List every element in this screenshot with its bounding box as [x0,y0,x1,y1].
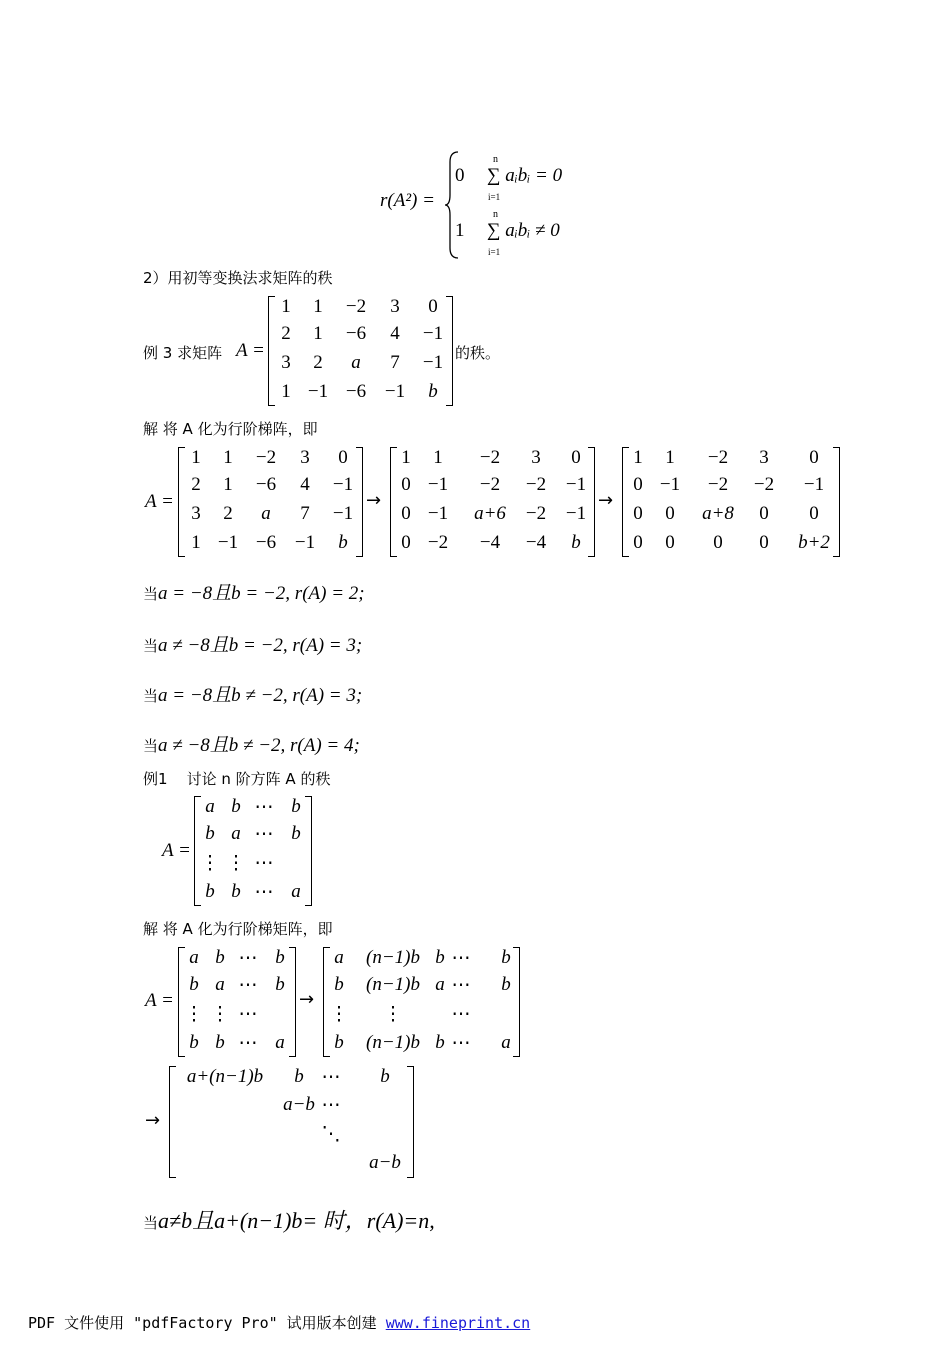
section-heading: 2）用初等变换法求矩阵的秩 [143,269,333,287]
matrix-cell: 3 [759,447,769,468]
matrix-cell: 3 [300,447,310,468]
matrix-cell: −1 [217,532,239,553]
matrix-cell: b [501,947,511,968]
matrix-cell: −1 [332,503,354,524]
matrix-cell: b [275,974,285,995]
reduction2-matrix-1 [178,947,296,1057]
matrix-cell: b [205,881,215,902]
matrix-cell: ⋯ [238,948,258,969]
matrix-cell: −1 [427,503,449,524]
matrix-cell: −1 [307,381,329,402]
matrix-cell: ⋯ [451,1004,471,1025]
footer-text: PDF 文件使用 "pdfFactory Pro" 试用版本创建 [28,1314,386,1332]
matrix-cell: b [428,381,438,402]
matrix-cell: −6 [345,381,367,402]
matrix-cell: ⋯ [451,975,471,996]
arrow-icon: → [299,989,315,1010]
solution-intro-2: 解 将 A 化为行阶梯矩阵，即 [143,920,333,938]
matrix-cell: −2 [479,474,501,495]
matrix-cell: ⋱ [321,1124,341,1145]
matrix-cell: 1 [401,447,411,468]
matrix-cell: ⋮ [200,853,220,874]
pdf-footer [28,1312,530,1333]
matrix-cell: ⋮ [329,1004,349,1025]
matrix-cell: −2 [345,296,367,317]
matrix-cell: a [231,823,241,844]
final-condition-line: 当a≠b且a+(n−1)b= 时，r(A)=n, [143,1208,435,1233]
matrix-cell: −1 [294,532,316,553]
matrix-cell: a+(n−1)b [186,1066,264,1087]
matrix-cell: b [435,1032,445,1053]
reduction1-matrix-2 [390,447,595,557]
matrix-cell: −4 [525,532,547,553]
matrix-cell: a [435,974,445,995]
matrix-cell: −1 [803,474,825,495]
matrix-cell: b [334,974,344,995]
matrix-cell: b [189,1032,199,1053]
matrix-cell: b [338,532,348,553]
matrix-cell: ⋮ [184,1004,204,1025]
matrix-cell: b [571,532,581,553]
solution-intro-1: 解 将 A 化为行阶梯阵，即 [143,420,318,438]
matrix-cell: b [435,947,445,968]
reduction2-A-eq: A = [145,990,174,1011]
matrix-cell: a+6 [474,503,506,524]
arrow-icon: → [145,1110,161,1131]
reduction1-A-eq: A = [145,491,174,512]
reduction2-matrix-3 [169,1066,414,1178]
matrix-cell: −1 [659,474,681,495]
matrix-cell: 0 [633,532,643,553]
matrix-cell: −2 [525,474,547,495]
matrix-cell: ⋯ [321,1095,341,1116]
example3-suffix: 的秩。 [455,344,501,362]
matrix-cell: 2 [191,474,201,495]
matrix-cell: a [215,974,225,995]
matrix-cell: −1 [427,474,449,495]
sum1-top: n [493,154,498,165]
matrix-cell: −1 [332,474,354,495]
matrix-cell: −6 [255,474,277,495]
matrix-cell: −1 [384,381,406,402]
arrow-icon: → [598,490,614,511]
matrix-cell: b [189,974,199,995]
matrix-cell: b [294,1066,304,1087]
sum1-bottom: i=1 [488,192,501,202]
matrix-cell: a [189,947,199,968]
matrix-cell: −2 [255,447,277,468]
matrix-cell: ⋮ [383,1004,403,1025]
example1-A-eq: A = [162,840,191,861]
example3-matrix [268,296,453,406]
matrix-cell: 0 [665,532,675,553]
matrix-cell: −2 [525,503,547,524]
matrix-cell: b [215,947,225,968]
case2-condition: ∑ aᵢbᵢ ≠ 0 [487,220,560,241]
case-line: 当a = −8且b = −2, r(A) = 2; [143,583,365,604]
case-line: 当a ≠ −8且b = −2, r(A) = 3; [143,635,363,656]
rank-lhs: r(A²) = [380,190,435,211]
case1-condition: ∑ aᵢbᵢ = 0 [487,165,563,186]
matrix-cell: b [334,1032,344,1053]
matrix-cell: 3 [390,296,400,317]
matrix-cell: ⋯ [254,797,274,818]
matrix-cell: b [275,947,285,968]
matrix-cell: 4 [300,474,310,495]
matrix-cell: 3 [281,352,291,373]
matrix-cell: b [291,823,301,844]
matrix-cell: 1 [191,532,201,553]
example3-prefix: 例 3 求矩阵 [143,344,223,362]
matrix-cell: 1 [281,381,291,402]
matrix-cell: −6 [255,532,277,553]
matrix-cell: a [291,881,301,902]
matrix-cell: ⋯ [451,1033,471,1054]
matrix-cell: ⋯ [321,1067,341,1088]
matrix-cell: (n−1)b [366,947,420,968]
reduction1-matrix-3 [622,447,840,557]
example1-matrix [194,796,312,906]
matrix-cell: b [231,796,241,817]
matrix-cell: 2 [313,352,323,373]
matrix-cell: −4 [479,532,501,553]
matrix-cell: 0 [809,447,819,468]
matrix-cell: a [205,796,215,817]
footer-link[interactable]: www.fineprint.cn [385,1314,531,1332]
matrix-cell: 2 [281,323,291,344]
matrix-cell: 1 [223,474,233,495]
matrix-cell: b [215,1032,225,1053]
matrix-cell: 1 [191,447,201,468]
case2-value: 1 [455,220,465,241]
matrix-cell: 4 [390,323,400,344]
matrix-cell: a−b [369,1152,401,1173]
case-line: 当a ≠ −8且b ≠ −2, r(A) = 4; [143,735,360,756]
matrix-cell: (n−1)b [366,1032,420,1053]
matrix-cell: 3 [531,447,541,468]
matrix-cell: a [501,1032,511,1053]
matrix-cell: (n−1)b [366,974,420,995]
matrix-cell: 1 [223,447,233,468]
matrix-cell: 0 [338,447,348,468]
matrix-cell: ⋯ [451,948,471,969]
matrix-cell: ⋮ [210,1004,230,1025]
matrix-cell: a+8 [702,503,734,524]
matrix-cell: 1 [313,296,323,317]
matrix-cell: 2 [223,503,233,524]
matrix-cell: 0 [809,503,819,524]
matrix-cell: a [334,947,344,968]
matrix-cell: a [261,503,271,524]
matrix-cell: −1 [565,474,587,495]
matrix-cell: 0 [713,532,723,553]
matrix-cell: a [351,352,361,373]
matrix-cell: −2 [479,447,501,468]
reduction2-matrix-2 [323,947,520,1057]
sum2-bottom: i=1 [488,247,501,257]
matrix-cell: a−b [283,1094,315,1115]
arrow-icon: → [366,490,382,511]
reduction1-matrix-1 [178,447,363,557]
matrix-cell: 0 [401,532,411,553]
matrix-cell: ⋯ [238,1004,258,1025]
matrix-cell: −1 [565,503,587,524]
matrix-cell: 0 [665,503,675,524]
matrix-cell: −1 [422,352,444,373]
matrix-cell: 1 [313,323,323,344]
matrix-cell: 0 [759,503,769,524]
matrix-cell: −6 [345,323,367,344]
matrix-cell: 3 [191,503,201,524]
matrix-cell: 0 [401,474,411,495]
matrix-cell: b [231,881,241,902]
case1-value: 0 [455,165,465,186]
matrix-cell: 0 [401,503,411,524]
matrix-cell: −1 [422,323,444,344]
matrix-cell: a [275,1032,285,1053]
matrix-cell: ⋯ [254,853,274,874]
matrix-cell: b [205,823,215,844]
matrix-cell: 1 [633,447,643,468]
matrix-cell: 0 [571,447,581,468]
matrix-cell: −2 [707,474,729,495]
example3-A-eq: A = [236,340,265,361]
matrix-cell: 1 [665,447,675,468]
matrix-cell: ⋯ [238,975,258,996]
matrix-cell: 1 [433,447,443,468]
matrix-cell: 0 [759,532,769,553]
matrix-cell: b [501,974,511,995]
matrix-cell: 0 [428,296,438,317]
matrix-cell: 0 [633,503,643,524]
matrix-cell: b [380,1066,390,1087]
matrix-cell: 7 [390,352,400,373]
matrix-cell: ⋮ [226,853,246,874]
matrix-cell: ⋯ [254,824,274,845]
matrix-cell: ⋯ [238,1033,258,1054]
matrix-cell: −2 [753,474,775,495]
case-line: 当a = −8且b ≠ −2, r(A) = 3; [143,685,363,706]
matrix-cell: 1 [281,296,291,317]
matrix-cell: ⋯ [254,882,274,903]
matrix-cell: 7 [300,503,310,524]
matrix-cell: −2 [427,532,449,553]
matrix-cell: −2 [707,447,729,468]
matrix-cell: 0 [633,474,643,495]
matrix-cell: b [291,796,301,817]
matrix-cell: b+2 [798,532,830,553]
example1-heading: 例1 讨论 n 阶方阵 A 的秩 [143,770,331,788]
sum2-top: n [493,209,498,220]
